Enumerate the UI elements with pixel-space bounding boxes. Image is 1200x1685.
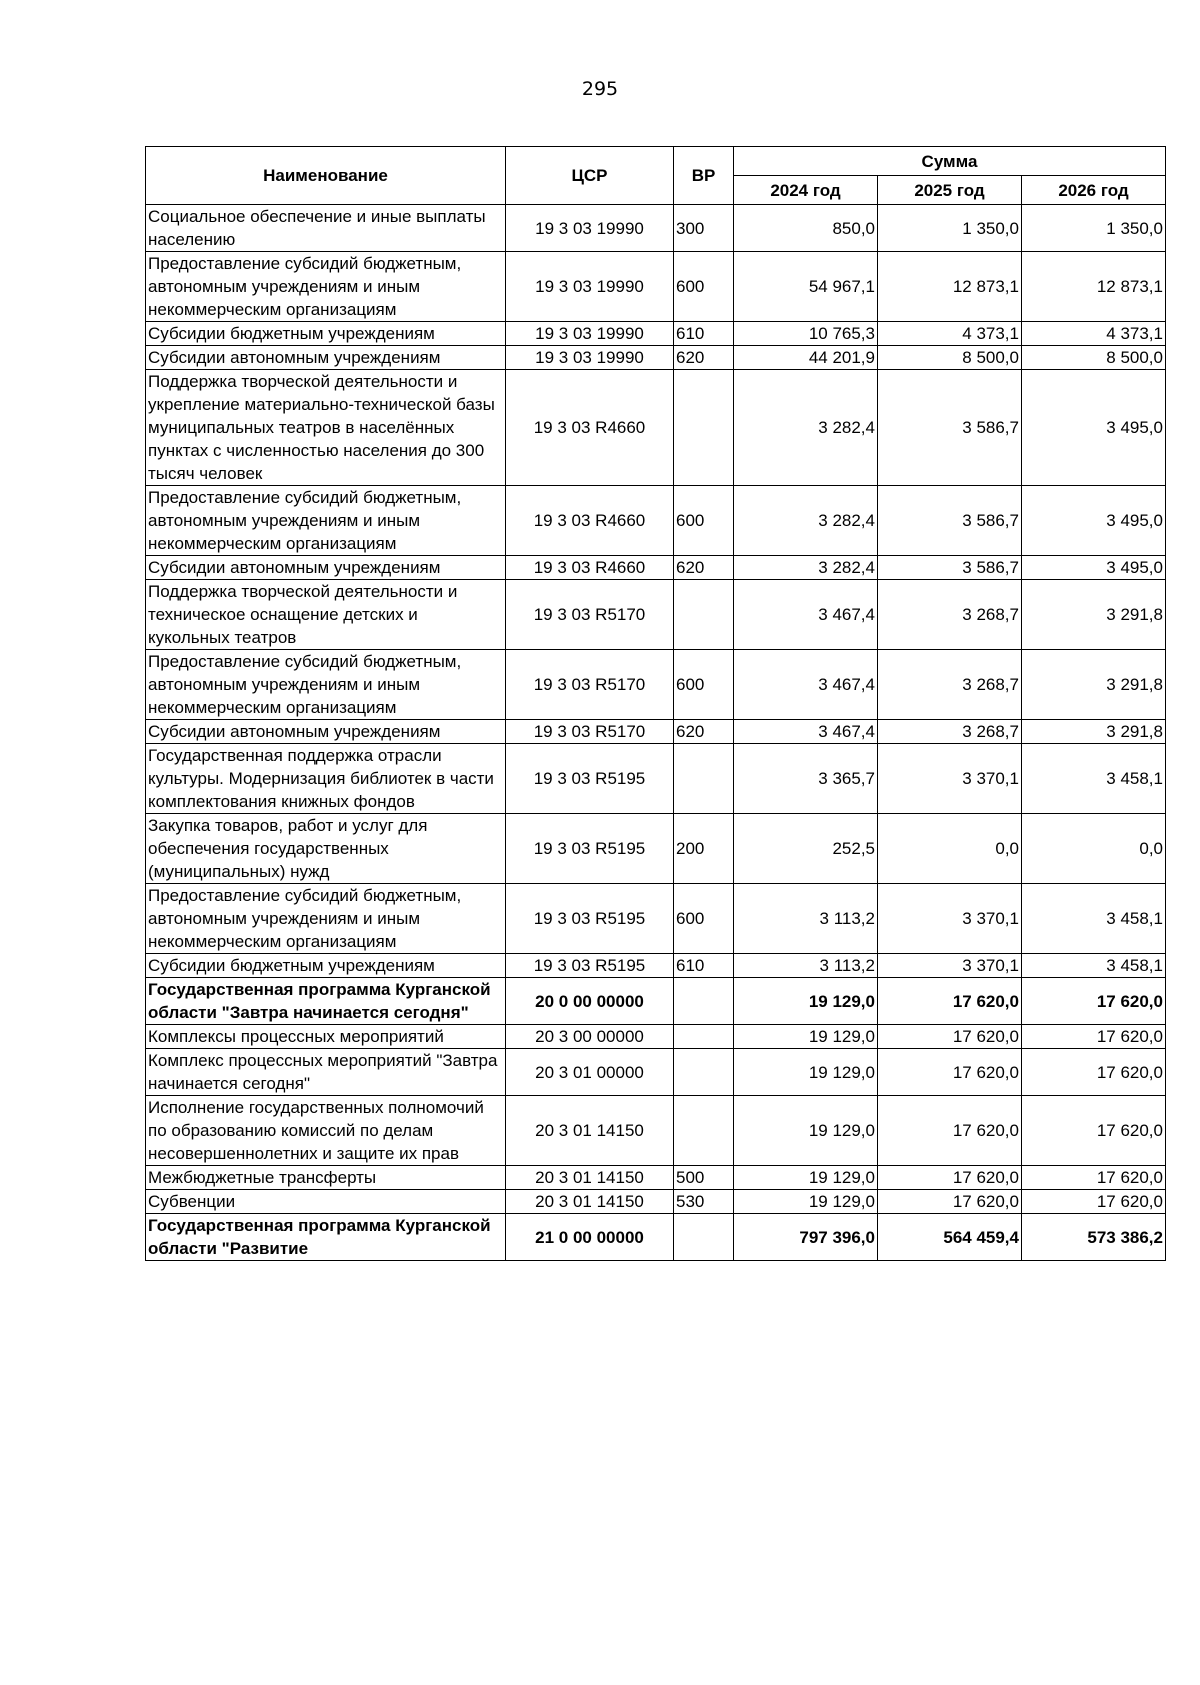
row-value-2024: 19 129,0 xyxy=(734,1049,878,1096)
table-header xyxy=(146,147,1166,205)
row-name: Комплексы процессных мероприятий xyxy=(146,1025,506,1049)
row-value-2025: 0,0 xyxy=(878,814,1022,884)
row-vr: 600 xyxy=(674,884,734,954)
row-value-2026: 3 458,1 xyxy=(1022,744,1166,814)
row-vr: 600 xyxy=(674,650,734,720)
row-vr: 610 xyxy=(674,322,734,346)
row-csr: 19 3 03 R5170 xyxy=(506,720,674,744)
row-value-2024: 19 129,0 xyxy=(734,1190,878,1214)
row-value-2024: 252,5 xyxy=(734,814,878,884)
row-csr: 19 3 03 R4660 xyxy=(506,556,674,580)
row-csr: 20 3 01 00000 xyxy=(506,1049,674,1096)
table-row xyxy=(146,954,1166,978)
row-value-2026: 3 291,8 xyxy=(1022,650,1166,720)
row-value-2024: 3 365,7 xyxy=(734,744,878,814)
row-value-2024: 3 282,4 xyxy=(734,556,878,580)
row-name: Государственная поддержка отрасли культуры. Модернизация библиотек в части комплектования книжных фондов xyxy=(146,744,506,814)
table-row xyxy=(146,1025,1166,1049)
row-vr: 620 xyxy=(674,556,734,580)
row-value-2024: 797 396,0 xyxy=(734,1214,878,1261)
header-sum: Сумма xyxy=(734,147,1166,176)
row-csr: 19 3 03 19990 xyxy=(506,252,674,322)
table-row xyxy=(146,1049,1166,1096)
row-name: Государственная программа Курганской области "Завтра начинается сегодня" xyxy=(146,978,506,1025)
row-value-2024: 3 113,2 xyxy=(734,884,878,954)
table-row xyxy=(146,1166,1166,1190)
row-vr xyxy=(674,978,734,1025)
row-name: Социальное обеспечение и иные выплаты населению xyxy=(146,205,506,252)
row-value-2025: 4 373,1 xyxy=(878,322,1022,346)
row-value-2024: 19 129,0 xyxy=(734,1166,878,1190)
row-value-2026: 17 620,0 xyxy=(1022,1190,1166,1214)
row-value-2025: 17 620,0 xyxy=(878,978,1022,1025)
row-value-2026: 17 620,0 xyxy=(1022,1166,1166,1190)
row-value-2026: 17 620,0 xyxy=(1022,1049,1166,1096)
row-value-2026: 0,0 xyxy=(1022,814,1166,884)
row-value-2024: 3 467,4 xyxy=(734,650,878,720)
row-value-2024: 3 467,4 xyxy=(734,720,878,744)
row-vr: 620 xyxy=(674,346,734,370)
header-year-2026: 2026 год xyxy=(1022,176,1166,205)
row-value-2024: 19 129,0 xyxy=(734,1096,878,1166)
row-value-2026: 17 620,0 xyxy=(1022,1096,1166,1166)
row-value-2026: 3 495,0 xyxy=(1022,556,1166,580)
row-value-2024: 3 282,4 xyxy=(734,486,878,556)
row-csr: 20 0 00 00000 xyxy=(506,978,674,1025)
row-vr: 200 xyxy=(674,814,734,884)
row-value-2025: 3 370,1 xyxy=(878,744,1022,814)
row-csr: 19 3 03 19990 xyxy=(506,346,674,370)
row-vr: 300 xyxy=(674,205,734,252)
row-name: Поддержка творческой деятельности и техническое оснащение детских и кукольных театров xyxy=(146,580,506,650)
row-csr: 19 3 03 R4660 xyxy=(506,370,674,486)
row-value-2026: 573 386,2 xyxy=(1022,1214,1166,1261)
row-value-2026: 3 291,8 xyxy=(1022,720,1166,744)
row-value-2026: 1 350,0 xyxy=(1022,205,1166,252)
row-name: Закупка товаров, работ и услуг для обеспечения государственных (муниципальных) нужд xyxy=(146,814,506,884)
table-row xyxy=(146,370,1166,486)
row-vr xyxy=(674,1096,734,1166)
row-csr: 20 3 01 14150 xyxy=(506,1166,674,1190)
row-csr: 19 3 03 R5195 xyxy=(506,884,674,954)
row-value-2025: 3 586,7 xyxy=(878,370,1022,486)
header-year-2024: 2024 год xyxy=(734,176,878,205)
table-row xyxy=(146,720,1166,744)
row-vr: 600 xyxy=(674,252,734,322)
row-value-2025: 17 620,0 xyxy=(878,1166,1022,1190)
row-value-2024: 3 113,2 xyxy=(734,954,878,978)
table-row xyxy=(146,580,1166,650)
table-row xyxy=(146,744,1166,814)
table-row xyxy=(146,322,1166,346)
row-value-2026: 3 458,1 xyxy=(1022,954,1166,978)
row-vr xyxy=(674,1025,734,1049)
row-value-2026: 17 620,0 xyxy=(1022,1025,1166,1049)
table-row xyxy=(146,1096,1166,1166)
row-name: Поддержка творческой деятельности и укрепление материально-технической базы муниципальных театров в населённых пунктах с численностью населения до 300 тысяч человек xyxy=(146,370,506,486)
row-name: Субсидии автономным учреждениям xyxy=(146,556,506,580)
row-name: Субсидии автономным учреждениям xyxy=(146,346,506,370)
row-value-2026: 3 291,8 xyxy=(1022,580,1166,650)
row-csr: 19 3 03 R5170 xyxy=(506,650,674,720)
table-row xyxy=(146,486,1166,556)
table-row xyxy=(146,650,1166,720)
row-value-2024: 850,0 xyxy=(734,205,878,252)
row-value-2024: 44 201,9 xyxy=(734,346,878,370)
header-name: Наименование xyxy=(146,147,506,205)
row-vr: 600 xyxy=(674,486,734,556)
row-vr xyxy=(674,370,734,486)
row-csr: 21 0 00 00000 xyxy=(506,1214,674,1261)
row-value-2026: 17 620,0 xyxy=(1022,978,1166,1025)
row-value-2024: 10 765,3 xyxy=(734,322,878,346)
row-csr: 20 3 00 00000 xyxy=(506,1025,674,1049)
row-value-2025: 17 620,0 xyxy=(878,1190,1022,1214)
row-vr xyxy=(674,1049,734,1096)
row-value-2026: 3 495,0 xyxy=(1022,486,1166,556)
row-value-2026: 8 500,0 xyxy=(1022,346,1166,370)
row-csr: 19 3 03 19990 xyxy=(506,205,674,252)
row-name: Предоставление субсидий бюджетным, автономным учреждениям и иным некоммерческим организациям xyxy=(146,252,506,322)
row-value-2025: 3 586,7 xyxy=(878,556,1022,580)
row-name: Субвенции xyxy=(146,1190,506,1214)
table-body xyxy=(146,205,1166,1261)
row-name: Исполнение государственных полномочий по образованию комиссий по делам несовершеннолетних и защите их прав xyxy=(146,1096,506,1166)
row-csr: 20 3 01 14150 xyxy=(506,1190,674,1214)
row-vr: 620 xyxy=(674,720,734,744)
row-value-2026: 12 873,1 xyxy=(1022,252,1166,322)
row-csr: 19 3 03 R4660 xyxy=(506,486,674,556)
table-row xyxy=(146,252,1166,322)
row-name: Субсидии бюджетным учреждениям xyxy=(146,322,506,346)
row-value-2024: 3 282,4 xyxy=(734,370,878,486)
row-csr: 19 3 03 R5195 xyxy=(506,954,674,978)
page-number: 295 xyxy=(581,78,619,100)
table-row xyxy=(146,556,1166,580)
header-year-2025: 2025 год xyxy=(878,176,1022,205)
table-row xyxy=(146,205,1166,252)
row-value-2025: 3 370,1 xyxy=(878,884,1022,954)
row-name: Предоставление субсидий бюджетным, автономным учреждениям и иным некоммерческим организациям xyxy=(146,884,506,954)
row-value-2025: 17 620,0 xyxy=(878,1049,1022,1096)
row-name: Субсидии бюджетным учреждениям xyxy=(146,954,506,978)
row-value-2025: 8 500,0 xyxy=(878,346,1022,370)
row-csr: 20 3 01 14150 xyxy=(506,1096,674,1166)
row-value-2025: 3 586,7 xyxy=(878,486,1022,556)
row-value-2024: 3 467,4 xyxy=(734,580,878,650)
row-vr: 610 xyxy=(674,954,734,978)
row-vr xyxy=(674,744,734,814)
row-csr: 19 3 03 R5195 xyxy=(506,814,674,884)
row-name: Субсидии автономным учреждениям xyxy=(146,720,506,744)
row-value-2026: 4 373,1 xyxy=(1022,322,1166,346)
header-vr: ВР xyxy=(674,147,734,205)
row-vr xyxy=(674,580,734,650)
row-value-2025: 17 620,0 xyxy=(878,1025,1022,1049)
row-csr: 19 3 03 R5170 xyxy=(506,580,674,650)
table-row xyxy=(146,1190,1166,1214)
row-value-2025: 1 350,0 xyxy=(878,205,1022,252)
row-csr: 19 3 03 R5195 xyxy=(506,744,674,814)
row-value-2025: 3 370,1 xyxy=(878,954,1022,978)
row-value-2026: 3 495,0 xyxy=(1022,370,1166,486)
row-name: Предоставление субсидий бюджетным, автономным учреждениям и иным некоммерческим организациям xyxy=(146,650,506,720)
row-vr: 500 xyxy=(674,1166,734,1190)
budget-table xyxy=(145,146,1166,1261)
table-row xyxy=(146,346,1166,370)
table-row xyxy=(146,978,1166,1025)
table-row xyxy=(146,814,1166,884)
row-value-2025: 3 268,7 xyxy=(878,580,1022,650)
row-name: Государственная программа Курганской области "Развитие xyxy=(146,1214,506,1261)
row-value-2024: 19 129,0 xyxy=(734,978,878,1025)
row-name: Межбюджетные трансферты xyxy=(146,1166,506,1190)
table-row xyxy=(146,884,1166,954)
row-vr: 530 xyxy=(674,1190,734,1214)
row-value-2026: 3 458,1 xyxy=(1022,884,1166,954)
row-value-2024: 19 129,0 xyxy=(734,1025,878,1049)
row-csr: 19 3 03 19990 xyxy=(506,322,674,346)
table-row xyxy=(146,1214,1166,1261)
row-value-2025: 3 268,7 xyxy=(878,650,1022,720)
row-vr xyxy=(674,1214,734,1261)
row-name: Предоставление субсидий бюджетным, автономным учреждениям и иным некоммерческим организациям xyxy=(146,486,506,556)
row-value-2025: 12 873,1 xyxy=(878,252,1022,322)
row-value-2024: 54 967,1 xyxy=(734,252,878,322)
row-name: Комплекс процессных мероприятий "Завтра начинается сегодня" xyxy=(146,1049,506,1096)
row-value-2025: 3 268,7 xyxy=(878,720,1022,744)
header-csr: ЦСР xyxy=(506,147,674,205)
row-value-2025: 564 459,4 xyxy=(878,1214,1022,1261)
row-value-2025: 17 620,0 xyxy=(878,1096,1022,1166)
